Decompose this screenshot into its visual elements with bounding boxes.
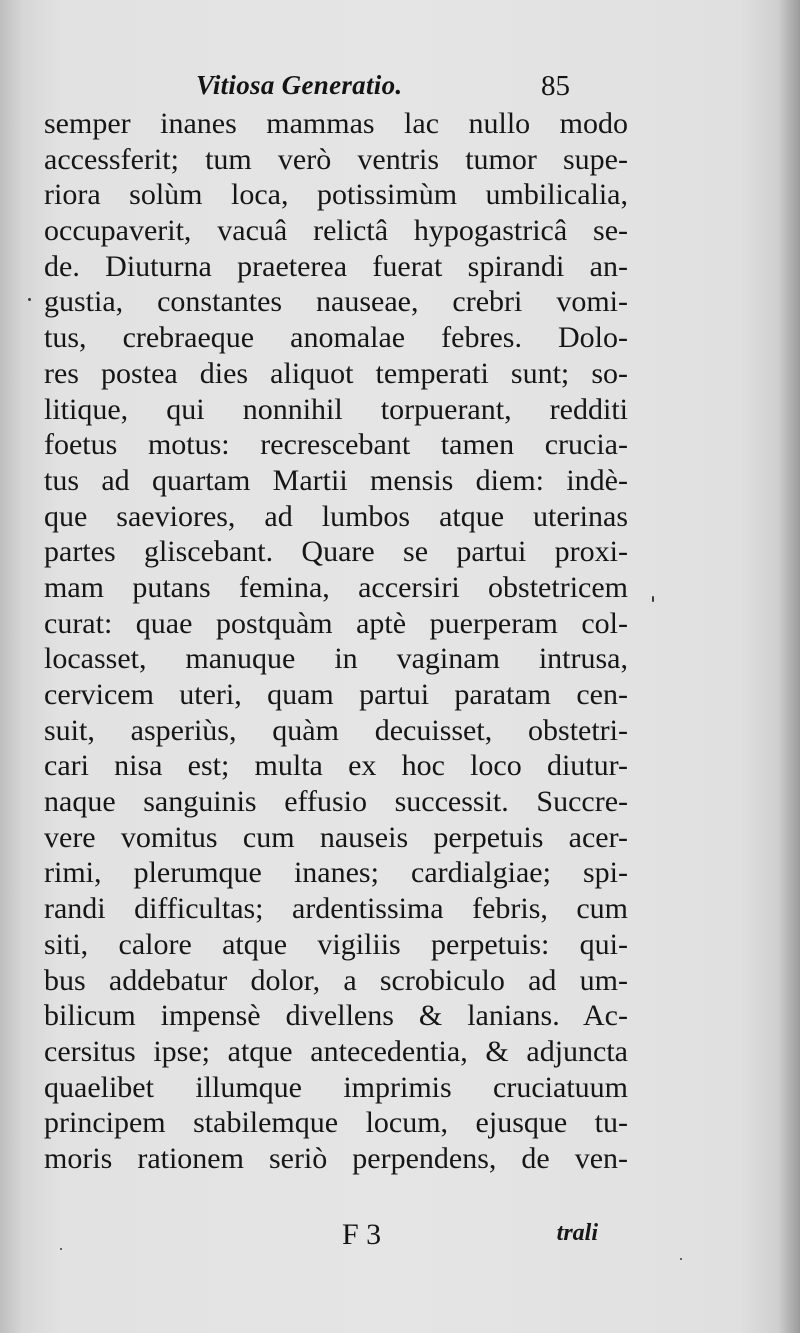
page-number: 85 xyxy=(541,70,570,102)
page-footer xyxy=(44,1218,628,1258)
catchword: trali xyxy=(556,1220,598,1246)
text-line: randi difficultas; ardentissima febris, cum xyxy=(44,892,628,926)
ink-speck xyxy=(680,1258,682,1260)
text-line: gustia, constantes nauseae, crebri vomi- xyxy=(44,285,628,319)
text-line: que saeviores, ad lumbos atque uterinas xyxy=(44,499,628,533)
text-line: locasset, manuque in vaginam intrusa, xyxy=(44,642,628,676)
text-line: occupaverit, vacuâ relictâ hypogastricâ se- xyxy=(44,214,628,248)
text-line: curat: quae postquàm aptè puerperam col- xyxy=(44,606,628,640)
text-line: partes gliscebant. Quare se partui proxi- xyxy=(44,535,628,569)
text-line: cervicem uteri, quam partui paratam cen- xyxy=(44,678,628,711)
text-line: foetus motus: recrescebant tamen crucia- xyxy=(44,428,628,462)
text-line: bilicum impensè divellens & lanians. Ac- xyxy=(44,999,628,1033)
text-line: bus addebatur dolor, a scrobiculo ad um- xyxy=(44,963,628,997)
page-header xyxy=(196,70,586,106)
text-line: quaelibet illumque imprimis cruciatuum xyxy=(44,1070,628,1104)
text-line: semper inanes mammas lac nullo modo xyxy=(44,107,628,140)
text-line: cari nisa est; multa ex hoc loco diutur- xyxy=(44,749,628,783)
text-line: res postea dies aliquot temperati sunt; so- xyxy=(44,356,628,390)
text-line: accessferit; tum verò ventris tumor supe- xyxy=(44,142,628,176)
text-line: rimi, plerumque inanes; cardialgiae; spi- xyxy=(44,856,628,890)
text-line: mam putans femina, accersiri obstetricem xyxy=(44,570,628,604)
text-line: principem stabilemque locum, ejusque tu- xyxy=(44,1106,628,1140)
ink-speck xyxy=(60,1248,62,1250)
running-title: Vitiosa Generatio. xyxy=(196,70,403,100)
text-line: tus ad quartam Martii mensis diem: indè- xyxy=(44,463,628,497)
text-line: de. Diuturna praeterea fuerat spirandi an- xyxy=(44,249,628,283)
body-text xyxy=(44,106,628,1177)
text-line: litique, qui nonnihil torpuerant, redditi xyxy=(44,392,628,426)
text-line: suit, asperiùs, quàm decuisset, obstetri- xyxy=(44,713,628,747)
text-line: vere vomitus cum nauseis perpetuis acer- xyxy=(44,820,628,854)
text-line: siti, calore atque vigiliis perpetuis: qui- xyxy=(44,927,628,961)
text-line: riora solùm loca, potissimùm umbilicalia, xyxy=(44,178,628,212)
text-line: cersitus ipse; atque antecedentia, & adjuncta xyxy=(44,1034,628,1068)
text-line: moris rationem seriò perpendens, de ven- xyxy=(44,1141,628,1175)
ink-speck xyxy=(28,298,31,301)
signature-mark: F 3 xyxy=(342,1218,382,1251)
text-line: naque sanguinis effusio successit. Succre- xyxy=(44,785,628,819)
text-line: tus, crebraeque anomalae febres. Dolo- xyxy=(44,321,628,355)
ink-speck xyxy=(652,596,654,602)
